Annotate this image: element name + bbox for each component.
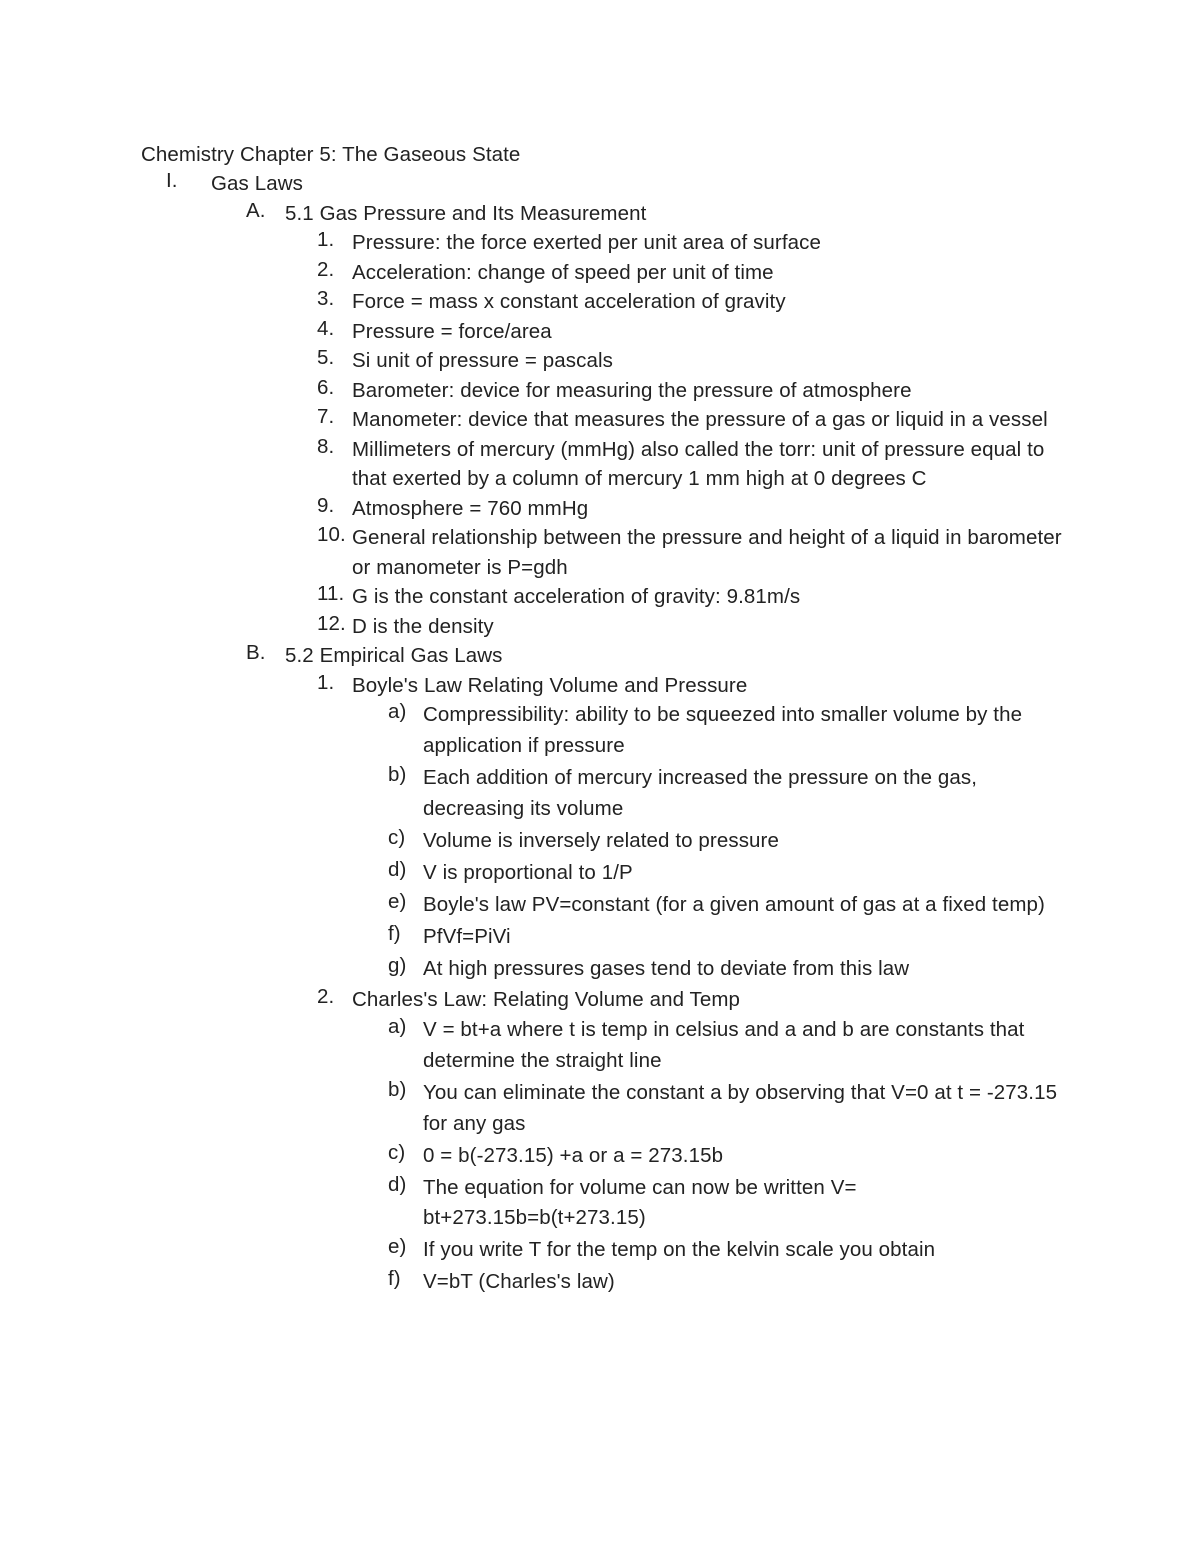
item-text: Boyle's Law Relating Volume and Pressure (352, 673, 748, 697)
outline-level-4 (352, 1015, 1071, 1298)
list-item (141, 523, 1071, 582)
item-marker: 11. (317, 582, 345, 605)
outline-level-3 (285, 671, 1071, 1299)
list-item (141, 922, 1071, 953)
outline-level-1 (141, 169, 1071, 1298)
item-marker: 12. (317, 611, 346, 635)
subitem-text: PfVf=PiVi (423, 924, 511, 948)
item-text: Barometer: device for measuring the pressure of atmosphere (352, 378, 912, 402)
list-item (141, 317, 1071, 347)
list-item-charles-law (141, 985, 1071, 1298)
subitem-marker: f) (388, 921, 401, 945)
list-item (141, 1267, 1071, 1298)
list-item (141, 1173, 1071, 1235)
item-marker: 5. (317, 346, 335, 369)
section-heading: Gas Laws (211, 172, 303, 195)
list-item (141, 494, 1071, 524)
subitem-text: Compressibility: ability to be squeezed into smaller volume by the application if pressure (423, 703, 1023, 757)
document-title: Chemistry Chapter 5: The Gaseous State (141, 143, 521, 166)
item-marker: 2. (317, 257, 335, 281)
section-gas-laws (141, 169, 1071, 1298)
outline-level-3 (285, 228, 1071, 641)
list-item (141, 405, 1071, 435)
item-text: Manometer: device that measures the pressure of a gas or liquid in a vessel (352, 408, 1048, 431)
item-text: Atmosphere = 760 mmHg (352, 496, 589, 520)
subitem-marker: e) (388, 889, 407, 913)
outline-level-4 (352, 700, 1071, 984)
item-text: G is the constant acceleration of gravity: 9.81m/s (352, 585, 801, 608)
subitem-marker: c) (388, 825, 406, 849)
subitem-text: V = bt+a where t is temp in celsius and a and b are constants that determine the straight line (423, 1017, 1025, 1072)
subitem-text: You can eliminate the constant a by observing that V=0 at t = -273.15 for any gas (423, 1080, 1058, 1135)
item-text: Charles's Law: Relating Volume and Temp (352, 988, 741, 1012)
section-marker: I. (166, 169, 178, 192)
list-item (141, 346, 1071, 376)
subitem-marker: a) (388, 700, 407, 723)
item-text: Pressure = force/area (352, 319, 552, 343)
list-item (141, 1235, 1071, 1266)
item-text: General relationship between the pressure and height of a liquid in barometer or manometer is P=gdh (352, 526, 1062, 579)
item-marker: 1. (317, 228, 335, 251)
subitem-marker: d) (388, 857, 407, 881)
item-marker: 10. (317, 523, 346, 546)
outline-level-2 (211, 199, 1071, 1299)
item-marker: 3. (317, 287, 335, 310)
subitem-marker: g) (388, 953, 407, 977)
subitem-marker: c) (388, 1140, 406, 1164)
item-text: Pressure: the force exerted per unit area of surface (352, 231, 821, 254)
subitem-text: The equation for volume can now be written V= bt+273.15b=b(t+273.15) (423, 1175, 857, 1230)
item-marker: 4. (317, 316, 335, 340)
item-marker: 8. (317, 434, 335, 458)
subitem-marker: f) (388, 1267, 401, 1291)
subitem-marker: b) (388, 1077, 407, 1101)
subsection-marker: B. (246, 641, 266, 664)
subitem-marker: d) (388, 1172, 407, 1196)
subitem-marker: a) (388, 1014, 407, 1038)
list-item (141, 612, 1071, 642)
item-marker: 7. (317, 405, 335, 428)
subsection-empirical-gas-laws (141, 641, 1071, 1298)
list-item-boyles-law (141, 671, 1071, 985)
item-marker: 9. (317, 493, 335, 517)
item-marker: 1. (317, 670, 335, 694)
item-text: Millimeters of mercury (mmHg) also called the torr: unit of pressure equal to that exerted by a column of mercury 1 mm high at 0 degrees C (352, 437, 1045, 490)
list-item (141, 763, 1071, 825)
subitem-text: If you write T for the temp on the kelvin scale you obtain (423, 1238, 936, 1262)
item-text: Si unit of pressure = pascals (352, 349, 613, 372)
list-item (141, 1078, 1071, 1140)
list-item (141, 1015, 1071, 1077)
subsection-heading: 5.1 Gas Pressure and Its Measurement (285, 201, 647, 225)
list-item (141, 582, 1071, 612)
subitem-text: 0 = b(-273.15) +a or a = 273.15b (423, 1143, 724, 1167)
list-item (141, 858, 1071, 889)
subitem-text: Boyle's law PV=constant (for a given amount of gas at a fixed temp) (423, 892, 1045, 916)
subsection-gas-pressure (141, 199, 1071, 642)
item-text: Force = mass x constant acceleration of gravity (352, 290, 786, 313)
subitem-text: At high pressures gases tend to deviate from this law (423, 956, 910, 980)
list-item (141, 700, 1071, 762)
subitem-text: Each addition of mercury increased the pressure on the gas, decreasing its volume (423, 765, 978, 820)
document-body (141, 141, 1071, 1299)
list-item (141, 890, 1071, 921)
subitem-text: V is proportional to 1/P (423, 860, 633, 884)
subsection-marker: A. (246, 198, 266, 222)
subitem-text: Volume is inversely related to pressure (423, 828, 779, 852)
subitem-marker: e) (388, 1235, 407, 1259)
subitem-text: V=bT (Charles's law) (423, 1270, 615, 1294)
list-item (141, 228, 1071, 258)
item-marker: 6. (317, 375, 335, 399)
list-item (141, 435, 1071, 494)
item-text: Acceleration: change of speed per unit of time (352, 260, 774, 284)
item-marker: 2. (317, 985, 335, 1009)
list-item (141, 287, 1071, 317)
list-item (141, 1141, 1071, 1172)
list-item (141, 954, 1071, 985)
subitem-marker: b) (388, 762, 407, 786)
list-item (141, 376, 1071, 406)
subsection-heading: 5.2 Empirical Gas Laws (285, 644, 503, 667)
list-item (141, 826, 1071, 857)
item-text: D is the density (352, 614, 494, 638)
list-item (141, 258, 1071, 288)
